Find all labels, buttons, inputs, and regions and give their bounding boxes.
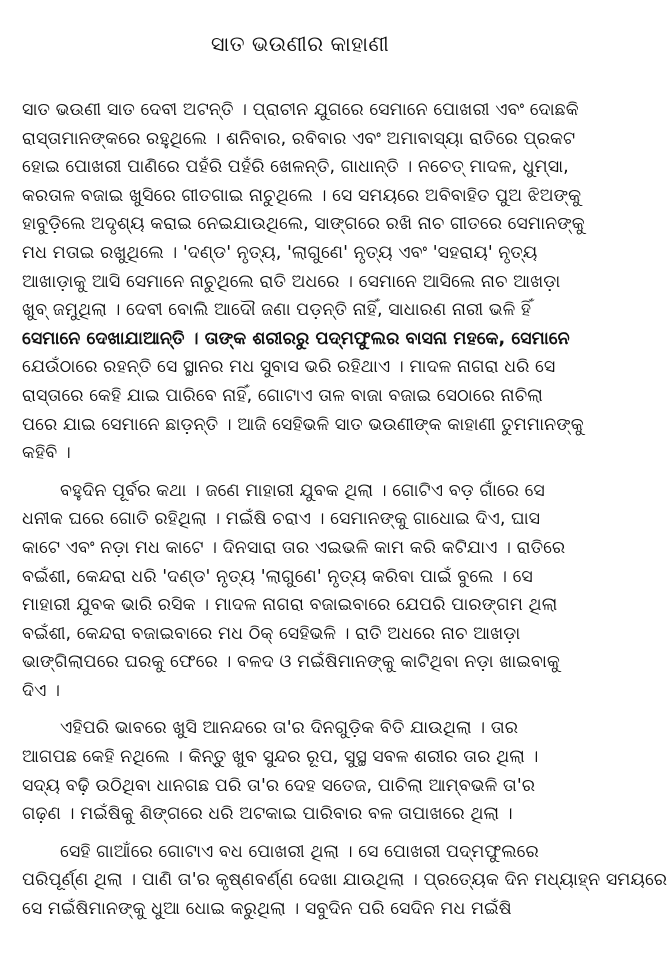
text-line: ବହୁଦିନ ପୂର୍ବର କଥା । ଜଣେ ମାହାରୀ ଯୁବକ ଥିଲା । ଗୋଟିଏ ବଡ଼ ଗାଁରେ ସେ: [60, 480, 545, 501]
text-line: କାଟେ ଏବଂ ନଡ଼ା ମଧ କାଟେ । ଦିନସାରା ତାର ଏଇଭଳି କାମ କରି କଟିଯାଏ । ରାତିରେ: [22, 537, 566, 558]
paragraph-2: [22, 477, 578, 706]
text-line: ବଇଁଶୀ, କେନ୍ଦରା ବଜାଇବାରେ ମଧ ଠିକ୍ ସେହିଭଳି । ରାତି ଅଧରେ ନାଚ ଆଖଡ଼ା: [22, 623, 521, 644]
text-line: ମଧ ମତାଇ ରଖୁଥିଲେ । 'ଦଣ୍ଡ' ନୃତ୍ୟ, 'ଲାଗୁଣେ' ନୃତ୍ୟ ଏବଂ 'ସହରାୟ' ନୃତ୍ୟ: [22, 242, 538, 263]
text-line: କରତାଳ ବଜାଇ ଖୁସିରେ ଗୀତଗାଇ ନାଚୁଥିଲେ । ସେ ସମୟରେ ଅବିବାହିତ ପୁଅ ଝିଅଙ୍କୁ: [22, 185, 582, 206]
text-line: ରାସ୍ତାମାନଙ୍କରେ ରହୁଥିଲେ । ଶନିବାର, ରବିବାର ଏବଂ ଅମାବାସ୍ୟା ରାତିରେ ପ୍ରକଟ: [22, 128, 576, 149]
text-line: ସେହି ଗାଆଁରେ ଗୋଟାଏ ବଧ ପୋଖରୀ ଥିଲା । ସେ ପୋଖରୀ ପଦ୍ମଫୁଲରେ: [60, 841, 539, 862]
text-line: ପରିପୂର୍ଣ୍ଣ ଥିଲା । ପାଣି ତା'ର କୃଷ୍ଣବର୍ଣ୍ଣ ଦେଖା ଯାଉଥିଲା । ପ୍ରତ୍ୟେକ ଦିନ ମଧ୍ୟାହ୍ନ ସମୟରେ: [22, 870, 667, 891]
text-line: ସାତ ଭଉଣୀ ସାତ ଦେବୀ ଅଟନ୍ତି । ପ୍ରାଚୀନ ଯୁଗରେ ସେମାନେ ପୋଖରୀ ଏବଂ ଦୋଛକି: [22, 100, 579, 120]
text-line: ଆଗପଛ କେହି ନଥିଲେ । କିନ୍ତୁ ଖୁବ ସୁନ୍ଦର ରୂପ, ସୁସ୍ଥ ସବଳ ଶରୀର ତାର ଥିଲା ।: [22, 747, 539, 768]
text-line: ହୋଇ ପୋଖରୀ ପାଣିରେ ପହଁରି ପହଁରି ଖେଳନ୍ତି, ଗାଧାନ୍ତି । ନଚେତ୍ ମାଦଳ, ଧୁମ୍‌ସା,: [22, 157, 569, 178]
text-line: ଧନୀକ ଘରେ ଗୋତି ରହିଥିଲା । ମଇଁଷି ଚରାଏ । ସେମାନଙ୍କୁ ଗାଧୋଇ ଦିଏ, ଘାସ: [22, 509, 541, 530]
text-line: ଆଖାଡ଼ାକୁ ଆସି ସେମାନେ ନାଚୁଥିଲେ ରାତି ଅଧରେ । ସେମାନେ ଆସିଲେ ନାଚ ଆଖଡ଼ା: [22, 271, 561, 292]
page-title: ସାତ ଭଉଣୀର କାହାଣୀ: [210, 32, 390, 56]
text-line: ଯେଉଁଠାରେ ରହନ୍ତି ସେ ସ୍ଥାନର ମଧ ସୁବାସ ଭରି ରହିଥାଏ । ମାଦଳ ନାଗରା ଧରି ସେ: [22, 357, 556, 378]
text-line: କହିବି ।: [22, 443, 71, 464]
text-line: ଗଢ଼ଣ । ମଇଁଷିକୁ ଶିଙ୍ଗରେ ଧରି ଅଟକାଇ ପାରିବାର ବଳ ତାପାଖରେ ଥିଲା ।: [22, 804, 513, 825]
text-line: ମାହାରୀ ଯୁବକ ଭାରି ରସିକ । ମାଦଳ ନାଗରା ବଜାଇବାରେ ଯେପରି ପାରଙ୍ଗମ ଥିଲା: [22, 595, 558, 616]
text-line: ଖୁବ୍ ଜମୁଥିଲା । ଦେବୀ ବୋଲି ଆଦୌ ଜଣା ପଡ଼ନ୍ତି ନାହିଁ, ସାଧାରଣ ନାରୀ ଭଳି ହିଁ: [22, 300, 532, 321]
text-line: ସେମାନେ ଦେଖାଯାଆନ୍ତି । ତାଙ୍କ ଶରୀରରୁ ପଦ୍ମଫୁଲର ବାସନା ମହକେ, ସେମାନେ: [22, 328, 570, 349]
text-line: ଏହିପରି ଭାବରେ ଖୁସି ଆନନ୍ଦରେ ତା'ର ଦିନଗୁଡ଼ିକ ବିତି ଯାଉଥିଲା । ତାର: [60, 718, 519, 739]
text-line: ସଦ୍ୟ ବଢ଼ି ଉଠିଥିବା ଧାନଗଛ ପରି ତା'ର ଦେହ ସତେଜ, ପାଚିଲା ଆମ୍ବଭଳି ତା'ର: [22, 775, 536, 796]
paragraph-3: [22, 714, 578, 828]
text-line: ବଇଁଶୀ, କେନ୍ଦରା ଧରି 'ଦଣ୍ଡ' ନୃତ୍ୟ 'ଲାଗୁଣେ' ନୃତ୍ୟ କରିବା ପାଇଁ ବୁଲେ । ସେ: [22, 566, 533, 587]
text-line: ହାବୁଡ଼ିଲେ ଅଦୃଶ୍ୟ କରାଇ ନେଇଯାଉଥିଲେ, ସାଙ୍ଗରେ ରଖି ନାଚ ଗୀତରେ ସେମାନଙ୍କୁ: [22, 214, 585, 235]
text-line: ପରେ ଯାଇ ସେମାନେ ଛାଡ଼ନ୍ତି । ଆଜି ସେହିଭଳି ସାତ ଭଉଣୀଙ୍କ କାହାଣୀ ତୁମମାନଙ୍କୁ: [22, 414, 584, 435]
text-line: ଦିଏ ।: [22, 680, 60, 701]
text-line: ସେ ମଇଁଷିମାନଙ୍କୁ ଧୁଆ ଧୋଇ କରୁଥିଲା । ସବୁଦିନ ପରି ସେଦିନ ମଧ ମଇଁଷି: [22, 899, 512, 920]
paragraph-4: [22, 838, 667, 924]
text-line: ରାସ୍ତାରେ କେହି ଯାଇ ପାରିବେ ନାହିଁ, ଗୋଟାଏ ତାଳ ବାଜା ବଜାଇ ସେଠାରେ ନାଚିଲା: [22, 385, 543, 406]
paragraph-1: [22, 96, 585, 468]
text-line: ଭାଙ୍ଗିଲାପରେ ଘରକୁ ଫେରେ । ବଳଦ ଓ ମଇଁଷିମାନଙ୍କୁ କାଟିଥିବା ନଡ଼ା ଖାଇବାକୁ: [22, 652, 560, 673]
